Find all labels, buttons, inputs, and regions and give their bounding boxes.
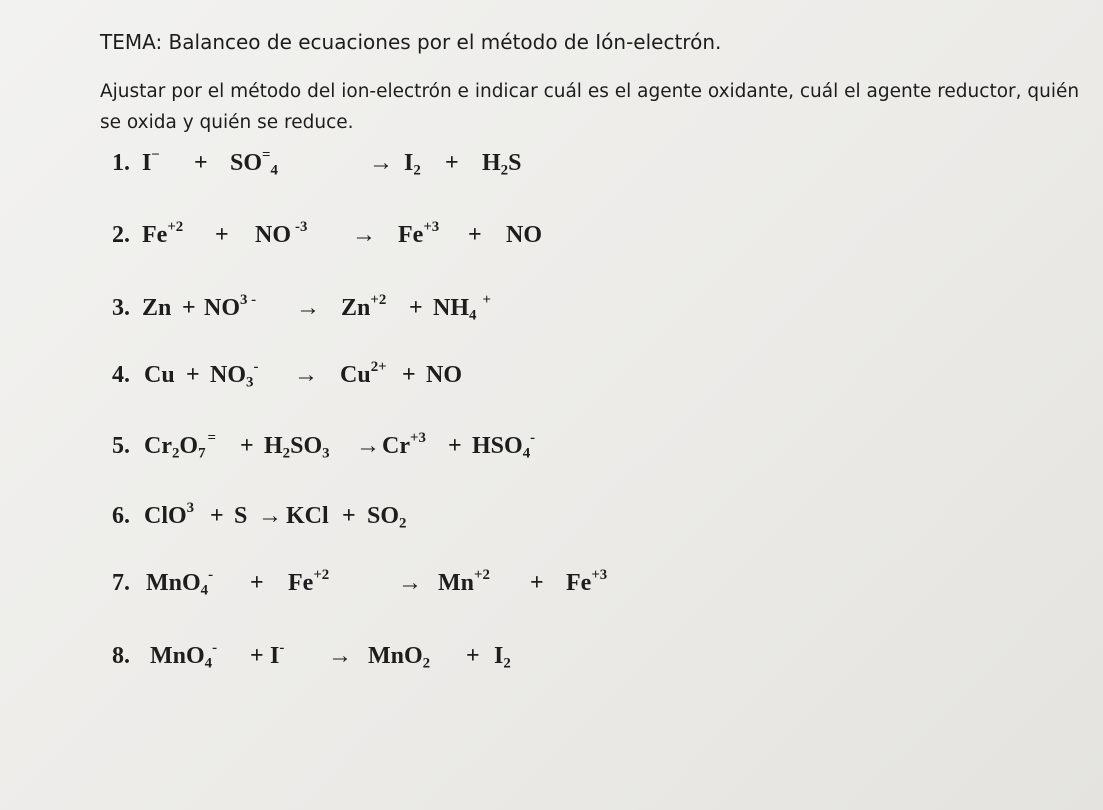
product-2: $SO_2$ [367,503,407,532]
product-2: $H_2S$ [482,150,522,179]
product-1: $Fe^{+3}$ [398,218,440,248]
equation-number: 8. [112,643,130,669]
equation-number: 7. [112,570,130,596]
plus-sign: + [210,503,224,529]
reactant-2: $NO_3^-$ [210,358,259,391]
product-1: $Cu^{2+}$ [340,358,387,388]
equation-number: 5. [112,433,130,459]
reaction-arrow: → [294,362,318,388]
product-2: NO [426,362,462,388]
reactant-2: $H_2SO_3$ [264,433,330,462]
reactant-2: $Fe^{+2}$ [288,566,330,596]
reactant-2: $NO^{3 -}$ [204,291,257,321]
plus-sign: + [215,222,229,248]
reaction-arrow: → [398,570,422,596]
reactant-1: MnO$_4$- [150,639,218,672]
product-2: NO [506,222,542,248]
product-1: $Mn^{+2}$ [438,566,490,596]
reactant-1: Cu [144,362,175,388]
product-2: $HSO_4^-$ [472,429,536,462]
product-2: $I_2$ [494,643,511,672]
equation-number: 2. [112,222,130,248]
reactant-2: $SO^=_4$ [230,146,278,179]
equation-number: 1. [112,150,130,176]
reactant-2: I- [270,639,285,669]
plus-sign: + [448,433,462,459]
product-1: MnO$_2$ [368,643,431,672]
reactant-1: ClO$^3$ [144,499,195,529]
plus-sign: + [468,222,482,248]
product-1: $Cr^{+3}$ [382,429,426,459]
equation-number: 3. [112,295,130,321]
plus-sign: + [445,150,459,176]
reactant-2: S [234,503,248,529]
reaction-arrow: → [328,643,352,669]
reaction-arrow: → [369,150,393,176]
plus-sign: + [409,295,423,321]
reactant-1: I− [142,146,160,176]
product-2: $NH_4^+$ [433,291,491,324]
reaction-arrow: → [356,433,380,459]
reaction-arrow: → [296,295,320,321]
plus-sign: + [530,570,544,596]
reactant-1: MnO$_4$- [146,566,214,599]
plus-sign: + [186,362,200,388]
product-1: KCl [286,503,329,529]
reactant-2: NO $^{-3}$ [255,218,308,248]
plus-sign: + [250,643,264,669]
plus-sign: + [250,570,264,596]
plus-sign: + [194,150,208,176]
reactant-1: $Fe^{+2}$ [142,218,184,248]
plus-sign: + [182,295,196,321]
plus-sign: + [342,503,356,529]
reactant-1: $Cr_2O_7^=$ [144,429,217,462]
equation-number: 6. [112,503,130,529]
equation-number: 4. [112,362,130,388]
plus-sign: + [240,433,254,459]
product-2: $Fe^{+3}$ [566,566,608,596]
product-1: $I_2$ [404,150,421,179]
reaction-arrow: → [258,503,282,529]
instructions: Ajustar por el método del ion-electrón e indicar cuál es el agente oxidante, cuál el agente reductor, quién se oxida y quién se reduce. [100,81,1080,133]
plus-sign: + [466,643,480,669]
reactant-1: Zn [142,295,172,321]
reaction-arrow: → [352,222,376,248]
plus-sign: + [402,362,416,388]
product-1: $Zn^{+2}$ [341,291,387,321]
page-title: TEMA: Balanceo de ecuaciones por el método de Ión-electrón. [100,30,722,54]
